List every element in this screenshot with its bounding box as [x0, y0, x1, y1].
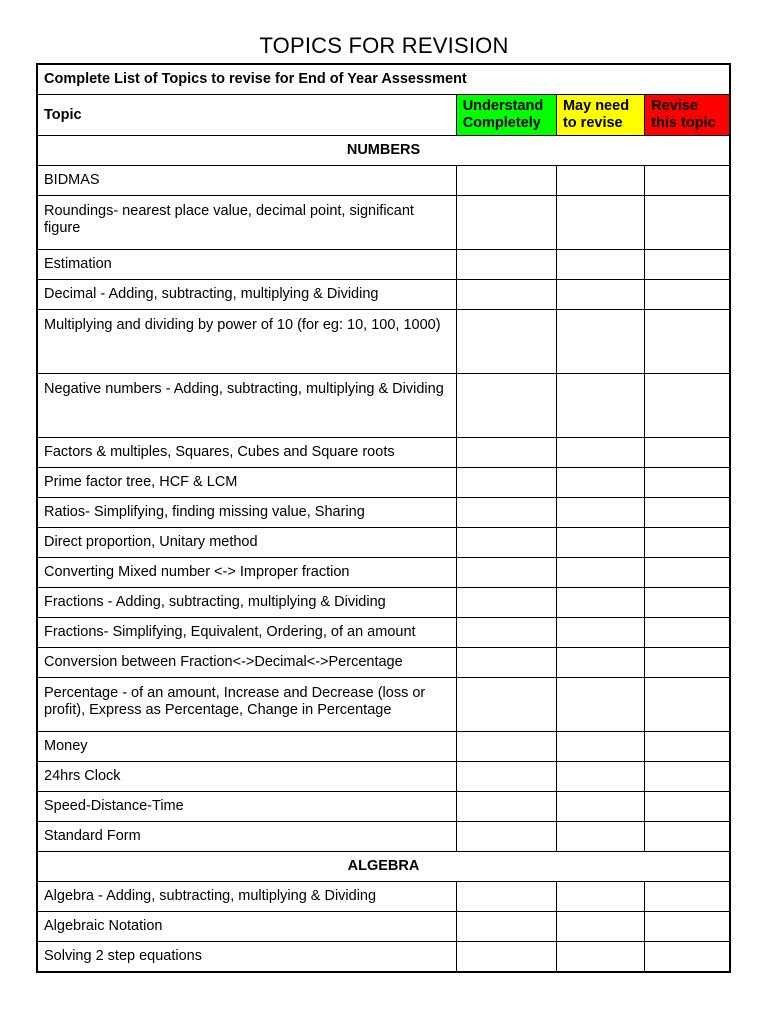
understand-completely-box[interactable]: [456, 762, 556, 792]
revise-this-topic-box[interactable]: [645, 196, 730, 250]
section-row: [37, 136, 730, 166]
topic-label: Algebraic Notation: [37, 912, 456, 942]
topic-label: BIDMAS: [37, 166, 456, 196]
revise-this-topic-box[interactable]: [645, 912, 730, 942]
revise-this-topic-box[interactable]: [645, 588, 730, 618]
understand-completely-box[interactable]: [456, 558, 556, 588]
topic-label: Estimation: [37, 250, 456, 280]
revise-this-topic-box[interactable]: [645, 528, 730, 558]
topic-row: [37, 498, 730, 528]
revise-this-topic-box[interactable]: [645, 678, 730, 732]
understand-completely-box[interactable]: [456, 528, 556, 558]
understand-completely-box[interactable]: [456, 166, 556, 196]
topic-row: [37, 678, 730, 732]
understand-completely-box[interactable]: [456, 250, 556, 280]
topic-label: Decimal - Adding, subtracting, multiplying & Dividing: [37, 280, 456, 310]
topic-label: Percentage - of an amount, Increase and Decrease (loss or profit), Express as Percentage, Change in Percentage: [37, 678, 456, 732]
header-topic: Topic: [37, 95, 456, 136]
topic-row: [37, 438, 730, 468]
topic-label: Solving 2 step equations: [37, 942, 456, 973]
page-title: TOPICS FOR REVISION: [259, 33, 509, 58]
understand-completely-box[interactable]: [456, 196, 556, 250]
section-row: [37, 852, 730, 882]
understand-completely-box[interactable]: [456, 912, 556, 942]
may-need-to-revise-box[interactable]: [556, 588, 644, 618]
topic-row: [37, 762, 730, 792]
may-need-to-revise-box[interactable]: [556, 196, 644, 250]
topic-label: Negative numbers - Adding, subtracting, multiplying & Dividing: [37, 374, 456, 438]
topic-label: Factors & multiples, Squares, Cubes and Square roots: [37, 438, 456, 468]
understand-completely-box[interactable]: [456, 942, 556, 973]
revise-this-topic-box[interactable]: [645, 468, 730, 498]
may-need-to-revise-box[interactable]: [556, 618, 644, 648]
may-need-to-revise-box[interactable]: [556, 498, 644, 528]
topic-row: [37, 792, 730, 822]
revise-this-topic-box[interactable]: [645, 648, 730, 678]
topic-row: [37, 468, 730, 498]
topic-row: [37, 882, 730, 912]
may-need-to-revise-box[interactable]: [556, 166, 644, 196]
topic-label: Fractions- Simplifying, Equivalent, Ordering, of an amount: [37, 618, 456, 648]
revise-this-topic-box[interactable]: [645, 732, 730, 762]
topic-row: [37, 280, 730, 310]
revise-this-topic-box[interactable]: [645, 374, 730, 438]
may-need-to-revise-box[interactable]: [556, 468, 644, 498]
revise-this-topic-box[interactable]: [645, 942, 730, 973]
header-revise-this-topic: Revise this topic: [645, 95, 730, 136]
revise-this-topic-box[interactable]: [645, 166, 730, 196]
may-need-to-revise-box[interactable]: [556, 310, 644, 374]
may-need-to-revise-box[interactable]: [556, 438, 644, 468]
topic-label: Standard Form: [37, 822, 456, 852]
section-heading: NUMBERS: [37, 136, 730, 166]
revise-this-topic-box[interactable]: [645, 618, 730, 648]
topic-label: Converting Mixed number <-> Improper fraction: [37, 558, 456, 588]
may-need-to-revise-box[interactable]: [556, 942, 644, 973]
understand-completely-box[interactable]: [456, 732, 556, 762]
topic-label: Algebra - Adding, subtracting, multiplying & Dividing: [37, 882, 456, 912]
revise-this-topic-box[interactable]: [645, 310, 730, 374]
topic-label: Roundings- nearest place value, decimal point, significant figure: [37, 196, 456, 250]
may-need-to-revise-box[interactable]: [556, 912, 644, 942]
topic-row: [37, 912, 730, 942]
topic-row: [37, 310, 730, 374]
understand-completely-box[interactable]: [456, 588, 556, 618]
topic-label: Prime factor tree, HCF & LCM: [37, 468, 456, 498]
understand-completely-box[interactable]: [456, 822, 556, 852]
understand-completely-box[interactable]: [456, 882, 556, 912]
may-need-to-revise-box[interactable]: [556, 648, 644, 678]
header-understand-completely: Understand Completely: [456, 95, 556, 136]
may-need-to-revise-box[interactable]: [556, 762, 644, 792]
revise-this-topic-box[interactable]: [645, 762, 730, 792]
topic-row: [37, 618, 730, 648]
topic-row: [37, 732, 730, 762]
may-need-to-revise-box[interactable]: [556, 792, 644, 822]
table-caption: Complete List of Topics to revise for End of Year Assessment: [37, 64, 730, 95]
topic-label: 24hrs Clock: [37, 762, 456, 792]
understand-completely-box[interactable]: [456, 678, 556, 732]
understand-completely-box[interactable]: [456, 438, 556, 468]
header-may-need-to-revise: May need to revise: [556, 95, 644, 136]
revise-this-topic-box[interactable]: [645, 558, 730, 588]
understand-completely-box[interactable]: [456, 792, 556, 822]
may-need-to-revise-box[interactable]: [556, 822, 644, 852]
may-need-to-revise-box[interactable]: [556, 732, 644, 762]
revise-this-topic-box[interactable]: [645, 882, 730, 912]
may-need-to-revise-box[interactable]: [556, 528, 644, 558]
topic-label: Speed-Distance-Time: [37, 792, 456, 822]
revise-this-topic-box[interactable]: [645, 438, 730, 468]
topic-row: [37, 648, 730, 678]
may-need-to-revise-box[interactable]: [556, 374, 644, 438]
topic-row: [37, 588, 730, 618]
understand-completely-box[interactable]: [456, 498, 556, 528]
section-heading: ALGEBRA: [37, 852, 730, 882]
topic-row: [37, 822, 730, 852]
understand-completely-box[interactable]: [456, 468, 556, 498]
topic-label: Direct proportion, Unitary method: [37, 528, 456, 558]
topic-row: [37, 942, 730, 973]
may-need-to-revise-box[interactable]: [556, 678, 644, 732]
topic-label: Multiplying and dividing by power of 10 (for eg: 10, 100, 1000): [37, 310, 456, 374]
topic-row: [37, 558, 730, 588]
may-need-to-revise-box[interactable]: [556, 250, 644, 280]
topic-row: [37, 374, 730, 438]
understand-completely-box[interactable]: [456, 310, 556, 374]
understand-completely-box[interactable]: [456, 280, 556, 310]
topic-row: [37, 528, 730, 558]
revise-this-topic-box[interactable]: [645, 280, 730, 310]
revision-table: [36, 63, 731, 973]
may-need-to-revise-box[interactable]: [556, 558, 644, 588]
revise-this-topic-box[interactable]: [645, 498, 730, 528]
understand-completely-box[interactable]: [456, 618, 556, 648]
may-need-to-revise-box[interactable]: [556, 882, 644, 912]
topic-row: [37, 166, 730, 196]
topic-row: [37, 250, 730, 280]
topic-label: Fractions - Adding, subtracting, multiplying & Dividing: [37, 588, 456, 618]
may-need-to-revise-box[interactable]: [556, 280, 644, 310]
topic-row: [37, 196, 730, 250]
understand-completely-box[interactable]: [456, 374, 556, 438]
understand-completely-box[interactable]: [456, 648, 556, 678]
topic-label: Ratios- Simplifying, finding missing value, Sharing: [37, 498, 456, 528]
revise-this-topic-box[interactable]: [645, 250, 730, 280]
revise-this-topic-box[interactable]: [645, 792, 730, 822]
topic-label: Money: [37, 732, 456, 762]
revise-this-topic-box[interactable]: [645, 822, 730, 852]
topic-label: Conversion between Fraction<->Decimal<->Percentage: [37, 648, 456, 678]
